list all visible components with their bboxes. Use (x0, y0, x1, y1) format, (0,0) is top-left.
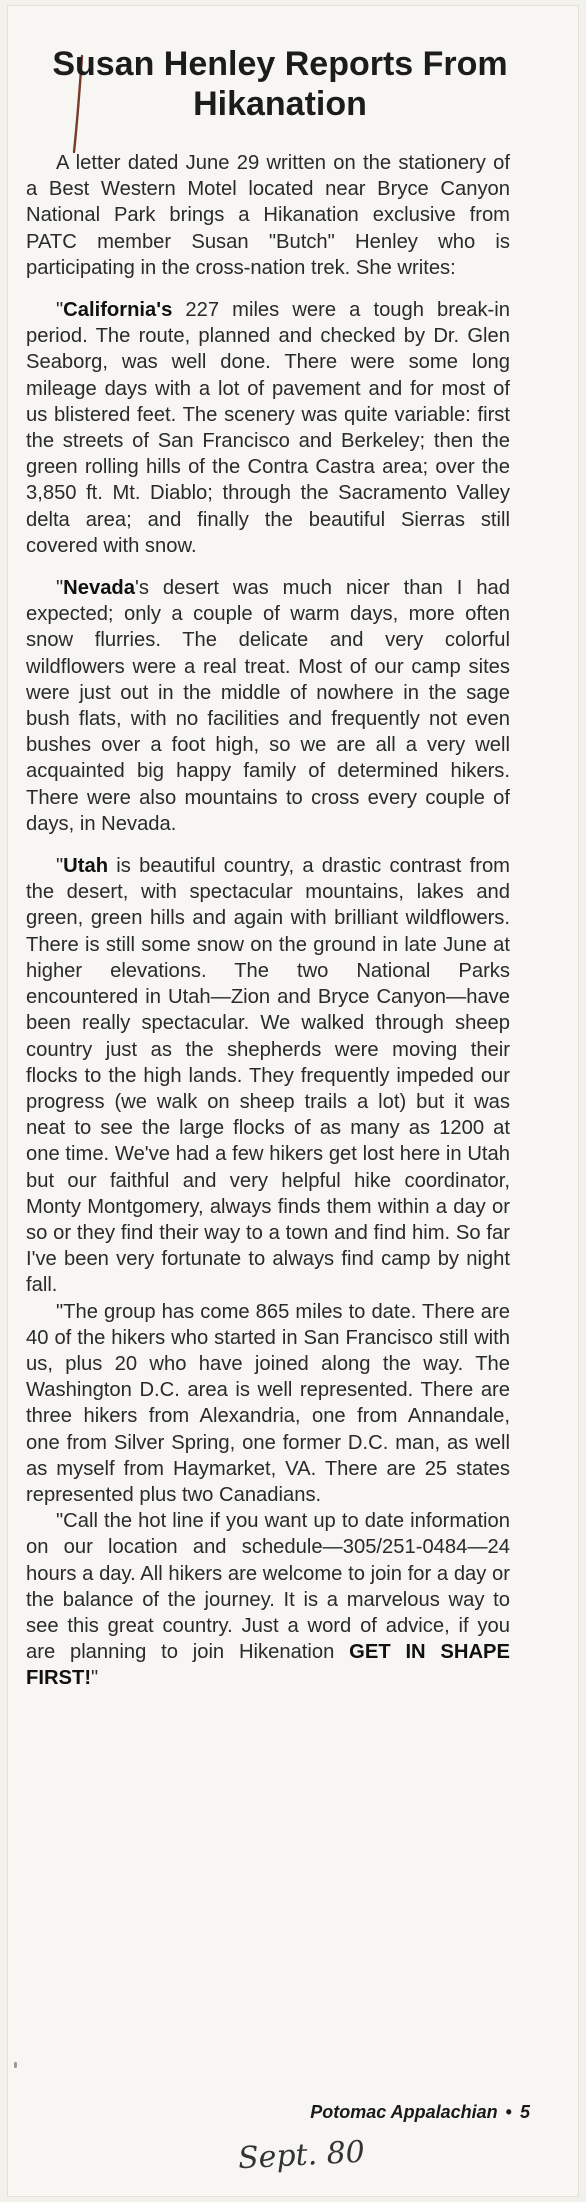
intro-paragraph: A letter dated June 29 written on the stationery of a Best Western Motel located near Bryce Canyon National Park brings a Hikanation exclusive from PATC member Susan "Butch" Henley who is participating in the cross-nation trek. She writes: (26, 152, 510, 279)
nevada-paragraph: "Nevada's desert was much nicer than I had expected; only a couple of warm days, more often snow flurries. The delicate and very colorful wildflowers were a real treat. Most of our camp sites were just out in the middle of nowhere in the sage bush flats, with no facilities and frequently not even bushes over a foot high, so we are all a very well acquainted big happy family of determined hikers. There were also mountains to cross every couple of days, in Nevada. (26, 577, 510, 835)
california-paragraph: "California's 227 miles were a tough break-in period. The route, planned and checked by Dr. Glen Seaborg, was well done. There were some long mileage days with a lot of pavement and for most of us blistered feet. The scenery was quite variable: first the streets of San Francisco and Berkeley; then the green rolling hills of the Contra Castra area; over the 3,850 ft. Mt. Diablo; through the Sacramento Valley delta area; and finally the beautiful Sierras still covered with snow. (26, 299, 510, 557)
nevada-text: 's desert was much nicer than I had expected; only a couple of warm days, more often snow flurries. The delicate and very colorful wildflowers were a real treat. Most of our camp sites were just out in the middle of nowhere in the sage bush flats, with no facilities and frequently not even bushes over a foot high, so we are all a very well acquainted big happy family of determined hikers. There were also mountains to cross every couple of days, in Nevada. (26, 577, 510, 835)
hotline-close: " (91, 1667, 99, 1690)
group-paragraph: "The group has come 865 miles to date. There are 40 of the hikers who started in San Francisco still with us, plus 20 who have joined along the way. The Washington D.C. area is well represented. There are three hikers from Alexandria, one from Annandale, one from Silver Spring, one former D.C. man, as well as myself from Haymarket, VA. There are 25 states represented plus two Canadians. (26, 1300, 510, 1506)
publication-name: Potomac Appalachian (310, 2102, 498, 2122)
nevada-lead: Nevada (63, 577, 135, 600)
article-title: Susan Henley Reports From Hikanation (52, 45, 508, 123)
paper-speck (14, 2062, 17, 2068)
hotline-paragraph (26, 1508, 510, 1691)
bullet-separator: • (505, 2102, 512, 2122)
page-number: 5 (519, 2102, 530, 2122)
utah-paragraph: "Utah is beautiful country, a drastic contrast from the desert, with spectacular mountains, lakes and green, green hills and again with brilliant wildflowers. There is still some snow on the ground in late June at higher elevations. The two National Parks encountered in Utah—Zion and Bryce Canyon—have been really spectacular. We walked through sheep country just as the shepherds were moving their flocks to the high lands. They frequently impeded our progress (we walk on sheep trails a lot) but it was neat to see the large flocks of as many as 1200 at one time. We've had a few hikers get lost here in Utah but our faithful and very helpful hike coordinator, Monty Montgomery, always finds them within a day or so or they find their way to a town and find him. So far I've been very fortunate to always find camp by night fall. (26, 855, 510, 1297)
california-text: 227 miles were a tough break-in period. The route, planned and checked by Dr. Glen Seaborg, was well done. There were some long mileage days with a lot of pavement and for most of us blistered feet. The scenery was quite variable: first the streets of San Francisco and Berkeley; then the green rolling hills of the Contra Castra area; over the 3,850 ft. Mt. Diablo; through the Sacramento Valley delta area; and finally the beautiful Sierras still covered with snow. (26, 299, 510, 557)
utah-lead: Utah (63, 855, 109, 878)
hotline-emphasis: GET IN SHAPE FIRST! (26, 1641, 510, 1690)
page-footer (310, 2102, 530, 2123)
article-body (26, 150, 510, 1692)
california-lead: California's (63, 299, 173, 322)
hotline-text: "Call the hot line if you want up to date information on our location and schedule—305/251-0484—24 hours a day. All hikers are welcome to join for a day or the balance of the journey. It is a marvelous way to see this great country. Just a word of advice, if you are planning to join Hikenation (26, 1510, 510, 1664)
utah-text: is beautiful country, a drastic contrast from the desert, with spectacular mountains, lakes and green, green hills and again with brilliant wildflowers. There is still some snow on the ground in late June at higher elevations. The two National Parks encountered in Utah—Zion and Bryce Canyon—have been really spectacular. We walked through sheep country just as the shepherds were moving their flocks to the high lands. They frequently impeded our progress (we walk on sheep trails a lot) but it was neat to see the large flocks of as many as 1200 at one time. We've had a few hikers get lost here in Utah but our faithful and very helpful hike coordinator, Monty Montgomery, always finds them within a day or so or they find their way to a town and find him. So far I've been very fortunate to always find camp by night fall. (26, 855, 510, 1297)
handwritten-date: Sept. 80 (237, 2134, 366, 2177)
